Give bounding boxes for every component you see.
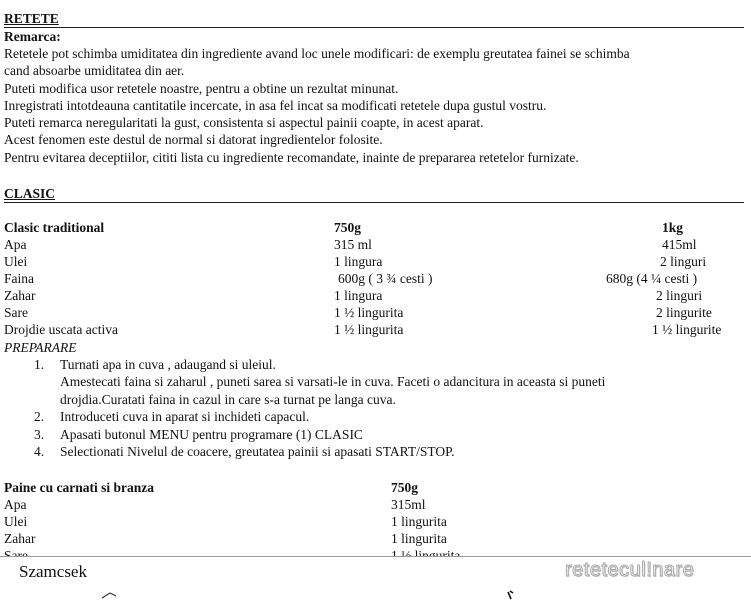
ingredient-qty-1kg: 2 linguri (656, 288, 703, 303)
ingredient-qty-750g: 315ml (391, 497, 426, 512)
ingredient-qty-750g: 600g ( 3 ¾ cesti ) (338, 271, 433, 286)
ingredient-qty-1kg: 680g (4 ¼ cesti ) (606, 271, 698, 286)
recipe-title: Paine cu carnati si branza (4, 480, 154, 495)
remark-line: Pentru evitarea deceptiilor, cititi lista cu ingrediente recomandate, inainte de prepararea retetelor furnizate. (4, 150, 579, 165)
ingredient-name: Faina (4, 271, 34, 286)
remark-line: Acest fenomen este destul de normal si datorat ingredientelor folosite. (4, 132, 383, 147)
remark-line: cand absoarbe umiditatea din aer. (4, 63, 185, 78)
ingredient-name: Drojdie uscata activa (4, 322, 118, 337)
ingredient-name: Apa (4, 237, 27, 252)
ingredient-qty-750g: 1 ½ lingurita (334, 322, 404, 337)
step-text: Selectionati Nivelul de coacere, greutatea painii si apasati START/STOP. (60, 444, 455, 459)
footer-divider (0, 556, 751, 557)
ingredient-name: Zahar (4, 531, 36, 546)
ingredient-qty-1kg: 1 ½ lingurite (652, 322, 722, 337)
preparation-label: PREPARARE (4, 340, 77, 355)
step-number: 4. (34, 444, 45, 459)
remark-line: Puteti modifica usor retetele noastre, pentru a obtine un rezultat minunat. (4, 81, 399, 96)
ingredient-name: Ulei (4, 254, 28, 269)
step-text: Apasati butonul MENU pentru programare (1) CLASIC (60, 427, 363, 442)
ingredient-qty-750g: 1 ½ lingurita (334, 305, 404, 320)
column-header-750g: 750g (391, 480, 418, 495)
page-heading: RETETE (4, 11, 59, 26)
ingredient-qty-1kg: 2 linguri (660, 254, 707, 269)
step-number: 3. (34, 427, 45, 442)
step-number: 1. (34, 357, 45, 372)
ingredient-qty-750g: 1 lingurita (391, 514, 447, 529)
heading-divider (4, 27, 744, 28)
ingredient-qty-750g: 1 lingurita (391, 531, 447, 546)
ingredient-qty-750g: 1 lingura (334, 254, 383, 269)
section-title: CLASIC (4, 186, 56, 201)
author-name: Szamcsek (19, 562, 87, 581)
step-number: 2. (34, 409, 45, 424)
recipe-title: Clasic traditional (4, 220, 105, 235)
ingredient-qty-750g: 315 ml (334, 237, 372, 252)
step-text: Turnati apa in cuva , adaugand si uleiul. (60, 357, 276, 372)
remark-label: Remarca: (4, 29, 61, 44)
column-header-1kg: 1kg (662, 220, 684, 235)
ingredient-name: Zahar (4, 288, 36, 303)
scan-mark-icon (504, 590, 518, 600)
ingredient-name: Sare (4, 305, 28, 320)
ingredient-qty-1kg: 2 lingurite (656, 305, 712, 320)
ingredient-name: Apa (4, 497, 27, 512)
ingredient-name: Ulei (4, 514, 28, 529)
ingredient-qty-750g: 1 lingura (334, 288, 383, 303)
brand-watermark: retetecul!nare (565, 559, 695, 581)
step-text: drojdia.Curatati faina in cazul in care s-a turnat pe langa cuva. (60, 392, 396, 407)
column-header-750g: 750g (334, 220, 361, 235)
section-divider (4, 202, 744, 203)
scan-mark-icon (100, 590, 120, 600)
remark-line: Puteti remarca neregularitati la gust, consistenta si aspectul painii coapte, in acest aparat. (4, 115, 484, 130)
ingredient-qty-1kg: 415ml (662, 237, 697, 252)
remark-line: Inregistrati intotdeauna cantitatile incercate, in asa fel incat sa modificati retetele dupa gustul vostru. (4, 98, 547, 113)
step-text: Introduceti cuva in aparat si inchideti capacul. (60, 409, 310, 424)
step-text: Amestecati faina si zaharul , puneti sarea si varsati-le in cuva. Faceti o adancitura in aceasta si puneti (60, 374, 606, 389)
remark-line: Retetele pot schimba umiditatea din ingrediente avand loc unele modificari: de exemplu greutatea fainei se schimba (4, 46, 630, 61)
